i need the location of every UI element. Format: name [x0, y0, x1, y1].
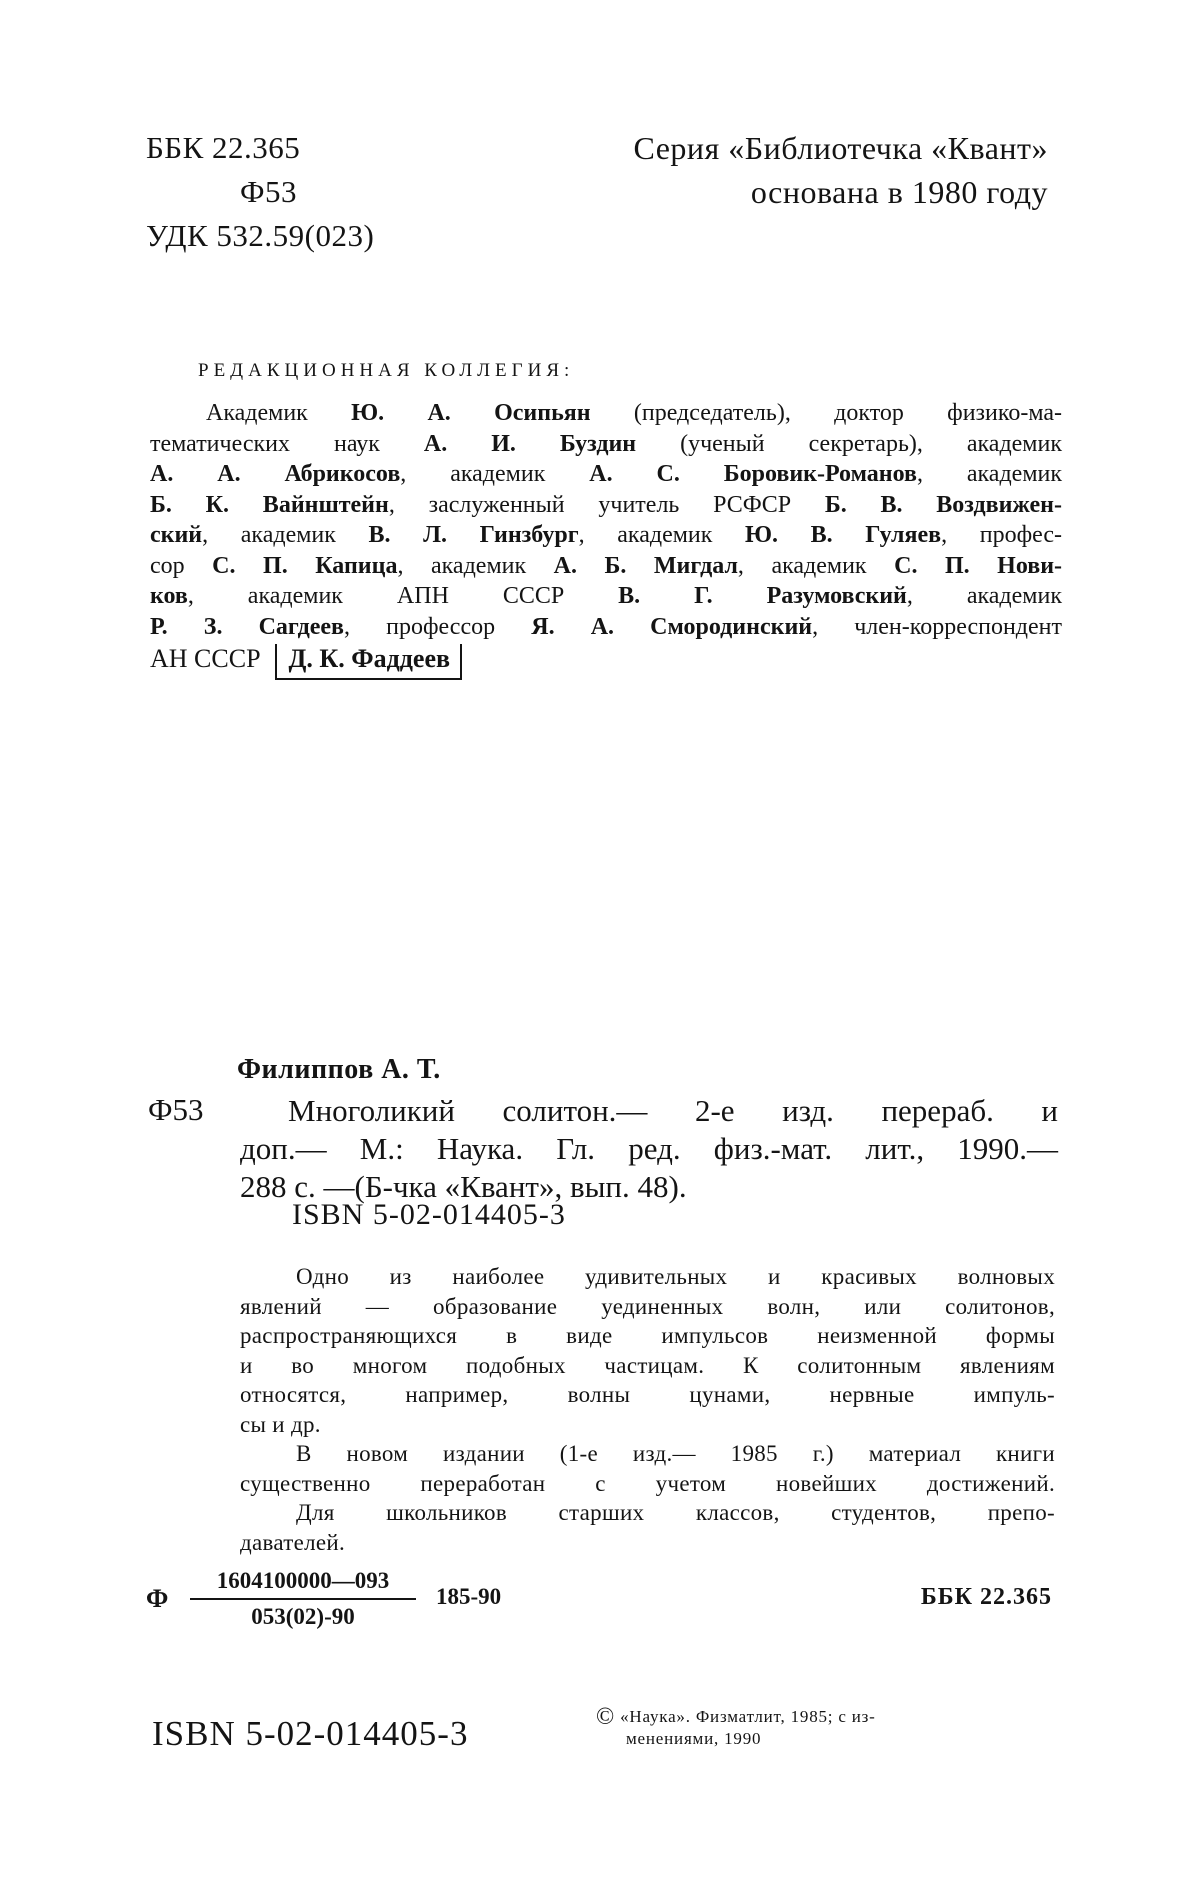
record-author: Филиппов А. Т.: [237, 1054, 441, 1085]
record-line: 288 с. —(Б-чка «Квант», вып. 48).: [240, 1169, 687, 1204]
editorial-board-list: [150, 398, 1062, 642]
annotation-line: Одно из наиболее удивительных и красивых волновых: [296, 1264, 1055, 1289]
series-title: Серия «Библиотечка «Квант»: [633, 130, 1048, 166]
board-last-line: [150, 644, 462, 680]
index-code: 185-90: [436, 1584, 502, 1609]
index-denominator: 053(02)-90: [251, 1604, 355, 1629]
record-code: Ф53: [148, 1092, 204, 1127]
bottom-isbn: ISBN 5-02-014405-3: [152, 1714, 469, 1753]
series-founded: основана в 1980 году: [750, 174, 1048, 210]
board-line: ский, академик В. Л. Гинзбург, академик Ю. В. Гуляев, профес-: [150, 522, 1063, 548]
academy-label: АН СССР: [150, 644, 261, 673]
index-bbk: ББК 22.365: [920, 1584, 1052, 1610]
udk-index: УДК 532.59(023): [146, 218, 375, 253]
annotation-line: существенно переработан с учетом новейших достижений.: [240, 1470, 1055, 1496]
annotation: [240, 1262, 1055, 1557]
record-isbn: ISBN 5-02-014405-3: [292, 1198, 566, 1231]
board-line: А. А. Абрикосов, академик А. С. Боровик-Романов, академик: [150, 461, 1063, 487]
author-code: Ф53: [240, 174, 297, 209]
copyright-line: менениями, 1990: [626, 1729, 762, 1748]
copyright-icon: ©: [596, 1704, 616, 1730]
annotation-line: В новом издании (1-е изд.— 1985 г.) материал книги: [296, 1441, 1055, 1466]
editorial-board-heading: РЕДАКЦИОННАЯ КОЛЛЕГИЯ:: [198, 360, 575, 381]
board-line: Б. К. Вайнштейн, заслуженный учитель РСФСР Б. В. Воздвижен-: [150, 491, 1062, 518]
annotation-line: Для школьников старших классов, студентов, препо-: [296, 1500, 1055, 1525]
annotation-line: относятся, например, волны цунами, нервные импуль-: [240, 1382, 1055, 1407]
record-line: Многоликий солитон.— 2-е изд. перераб. и: [288, 1093, 1058, 1128]
annotation-line: явлений — образование уединенных волн, или солитонов,: [240, 1293, 1055, 1319]
annotation-line: сы и др.: [240, 1411, 321, 1437]
copyright-line: [596, 1706, 876, 1728]
board-line: ков, академик АПН СССР В. Г. Разумовский, академик: [150, 583, 1062, 609]
board-line: тематических наук А. И. Буздин (ученый секретарь), академик: [150, 430, 1063, 457]
copyright-text: «Наука». Физматлит, 1985; с из-: [620, 1707, 876, 1726]
copyright-notice: [596, 1706, 876, 1750]
board-line: сор С. П. Капица, академик А. Б. Мигдал, академик С. П. Нови-: [150, 552, 1063, 579]
board-line: Академик Ю. А. Осипьян (председатель), доктор физико-ма-: [206, 400, 1062, 426]
annotation-line: давателей.: [240, 1529, 346, 1555]
board-line: Р. З. Сагдеев, профессор Я. А. Смородинский, член-корреспондент: [150, 613, 1062, 640]
annotation-line: и во многом подобных частицам. К солитонным явлениям: [240, 1352, 1055, 1378]
memorial-framed-name: Д. К. Фаддеев: [275, 644, 463, 680]
index-fraction: [190, 1568, 416, 1634]
annotation-line: распространяющихся в виде импульсов неизменной формы: [240, 1323, 1055, 1348]
record-description: [240, 1092, 1058, 1206]
bbk-index: ББК 22.365: [146, 130, 301, 165]
index-numerator: 1604100000—093: [216, 1568, 390, 1593]
index-letter: Ф: [146, 1584, 169, 1613]
record-line: доп.— М.: Наука. Гл. ред. физ.-мат. лит., 1990.—: [240, 1131, 1058, 1166]
